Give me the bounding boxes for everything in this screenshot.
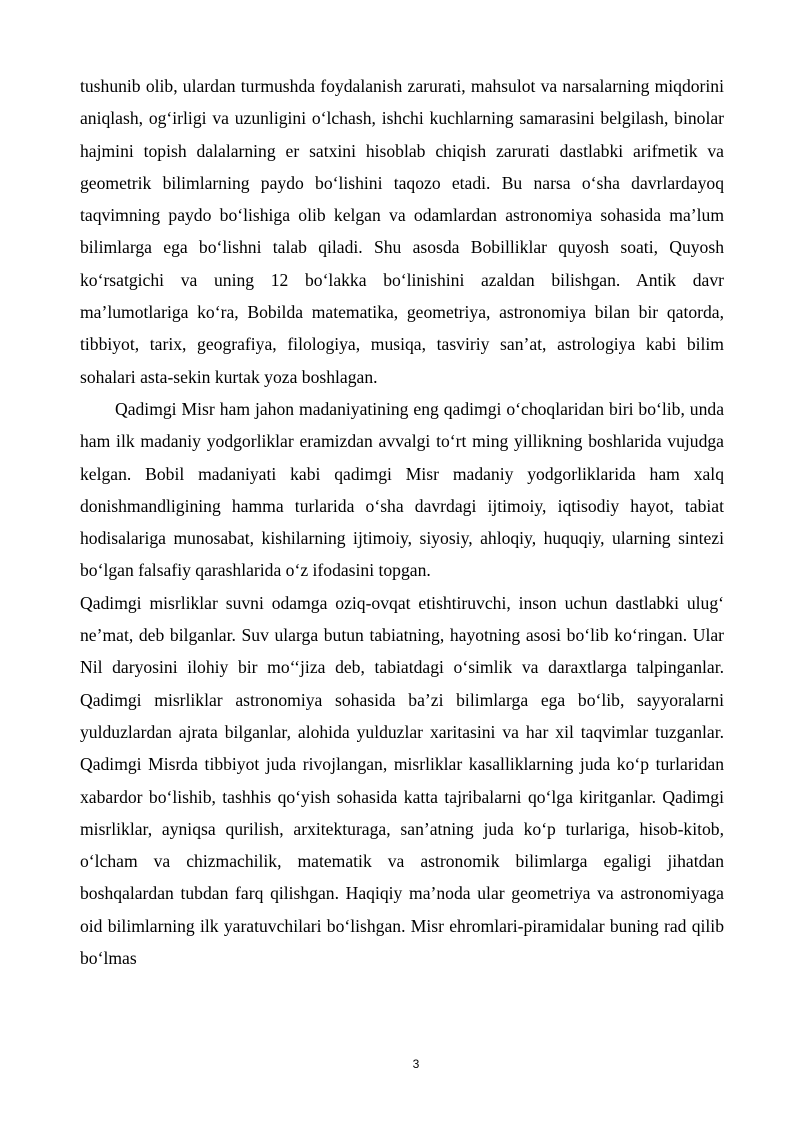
page-number: 3 bbox=[412, 1057, 420, 1071]
body-text bbox=[80, 70, 724, 974]
paragraph-2: Qadimgi Misr ham jahon madaniyatining eng qadimgi o‘choqlaridan biri bo‘lib, unda ham ilk madaniy yodgorliklar eramizdan avvalgi to‘rt ming yillikning boshlarida vujudga kelgan. Bobil madaniyati kabi qadimgi Misr madaniy yodgorliklarida ham xalq donishmandligining hamma turlarida o‘sha davrdagi ijtimoiy, iqtisodiy hayot, tabiat hodisalariga munosabat, kishilarning ijtimoiy, siyosiy, ahloqiy, huquqiy, ularning sintezi bo‘lgan falsafiy qarashlarida o‘z ifodasini topgan. bbox=[80, 398, 724, 581]
paragraph-3: Qadimgi misrliklar suvni odamga oziq-ovqat etishtiruvchi, inson uchun dastlabki ulug‘ ne’mat, deb bilganlar. Suv ularga butun tabiatning, hayotning asosi bo‘lib ko‘ringan. Ular Nil daryosini ilohiy bir mo‘‘jiza deb, tabiatdagi o‘simlik va daraxtlarga talpinganlar. Qadimgi misrliklar astronomiya sohasida ba’zi bilimlarga ega bo‘lib, sayyoralarni yulduzlardan ajrata bilganlar, alohida yulduzlar xaritasini va har xil taqvimlar tuzganlar. Qadimgi Misrda tibbiyot juda rivojlangan, misrliklar kasalliklarning juda ko‘p turlaridan xabardor bo‘lishib, tashhis qo‘yish sohasida katta tajribalarni qo‘lga kiritganlar. Qadimgi misrliklar, ayniqsa qurilish, arxitekturaga, san’atning juda ko‘p turlariga, hisob-kitob, o‘lcham va chizmachilik, matematik va astronomik bilimlarga egaligi jihatdan boshqalardan tubdan farq qilishgan. Haqiqiy ma’noda ular geometriya va astronomiyaga oid bilimlarning ilk yaratuvchilari bo‘lishgan. Misr ehromlari-piramidalar buning rad qilib bo‘lmas bbox=[80, 592, 724, 969]
paragraph-1: tushunib olib, ulardan turmushda foydalanish zarurati, mahsulot va narsalarning miqdorini aniqlash, og‘irligi va uzunligini o‘lchash, ishchi kuchlarning samarasini belgilash, binolar hajmini topish dalalarning er satxini hisoblab chiqish zarurati dastlabki arifmetik va geometrik bilimlarning paydo bo‘lishini taqozo etadi. Bu narsa o‘sha davrlardayoq taqvimning paydo bo‘lishiga olib kelgan va odamlardan astronomiya sohasida ma’lum bilimlarga ega bo‘lishni talab qiladi. Shu asosda Bobilliklar quyosh soati, Quyosh ko‘rsatgichi va uning 12 bo‘lakka bo‘linishini azaldan bilishgan. Antik davr ma’lumotlariga ko‘ra, Bobilda matematika, geometriya, astronomiya bilan bir qatorda, tibbiyot, tarix, geografiya, filologiya, musiqa, tasviriy san’at, astrologiya kabi bilim sohalari asta-sekin kurtak yoza boshlagan. bbox=[80, 76, 724, 387]
